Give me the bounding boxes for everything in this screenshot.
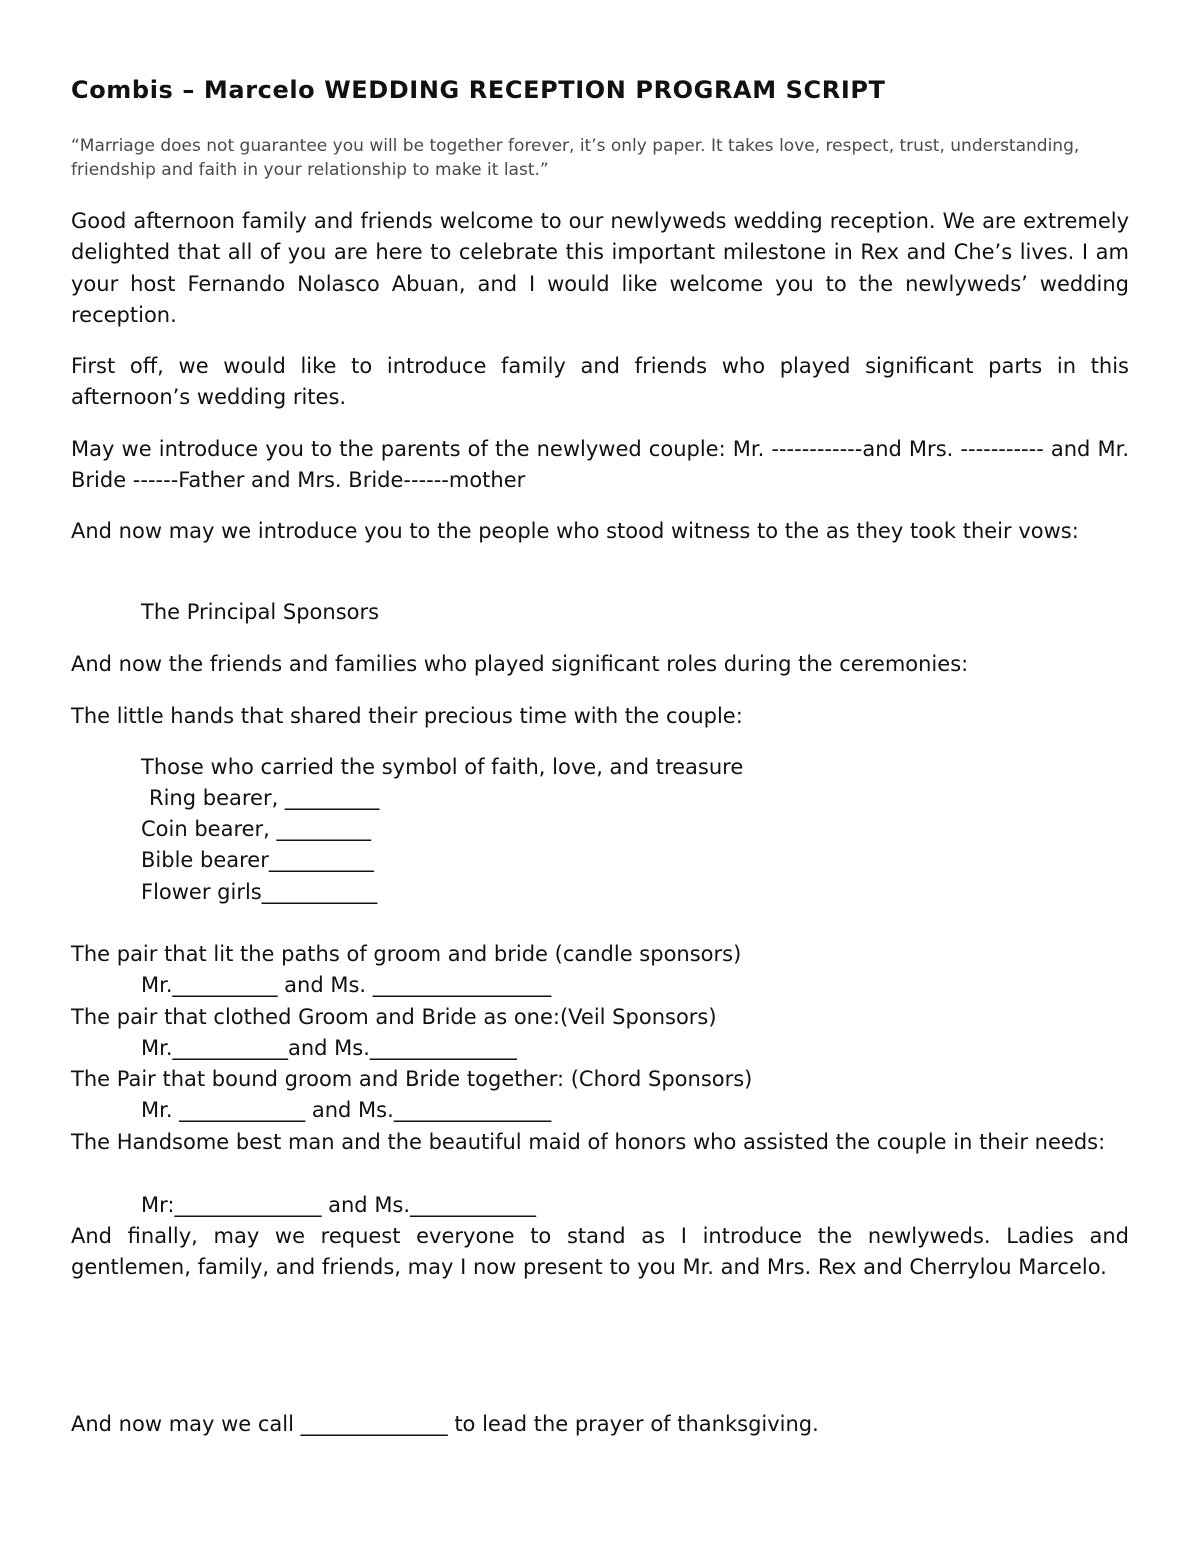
ring-bearer-line: Ring bearer, _________ <box>149 786 380 810</box>
best-man-names: Mr:______________ and Ms.____________ <box>141 1193 537 1217</box>
candle-sponsors-names: Mr.__________ and Ms. _________________ <box>141 973 552 997</box>
friends-families-line: And now the friends and families who played significant roles during the ceremonies: <box>71 652 969 676</box>
coin-bearer-line: Coin bearer, _________ <box>141 817 372 841</box>
cord-sponsors-line: The Pair that bound groom and Bride together: (Chord Sponsors) <box>71 1067 753 1091</box>
bible-bearer-line: Bible bearer__________ <box>141 848 374 872</box>
document-title: Combis – Marcelo WEDDING RECEPTION PROGRAM SCRIPT <box>71 76 886 104</box>
candle-sponsors-line: The pair that lit the paths of groom and bride (candle sponsors) <box>71 942 742 966</box>
prayer-line: And now may we call ______________ to lead the prayer of thanksgiving. <box>71 1412 819 1436</box>
symbols-line: Those who carried the symbol of faith, love, and treasure <box>141 755 744 779</box>
flower-girls-line: Flower girls___________ <box>141 880 378 904</box>
veil-sponsors-names: Mr.___________and Ms.______________ <box>141 1036 517 1060</box>
veil-sponsors-line: The pair that clothed Groom and Bride as one:(Veil Sponsors) <box>71 1005 717 1029</box>
cord-sponsors-names: Mr. ____________ and Ms._______________ <box>141 1098 552 1122</box>
parents-paragraph: May we introduce you to the parents of the newlywed couple: Mr. ------------and Mrs. ----------- and Mr. Bride ------Father and Mrs. Bride------mother <box>71 437 1129 493</box>
little-hands-line: The little hands that shared their precious time with the couple: <box>71 704 743 728</box>
witness-paragraph: And now may we introduce you to the people who stood witness to the as they took their vows: <box>71 519 1079 543</box>
marriage-quote: “Marriage does not guarantee you will be together forever, it’s only paper. It takes love, respect, trust, understanding, friendship and faith in your relationship to make it last.” <box>71 136 1080 180</box>
principal-sponsors-line: The Principal Sponsors <box>141 600 380 624</box>
finally-paragraph: And finally, may we request everyone to stand as I introduce the newlyweds. Ladies and gentlemen, family, and friends, may I now present to you Mr. and Mrs. Rex and Cherrylou Marcelo. <box>71 1224 1129 1280</box>
first-off-paragraph: First off, we would like to introduce family and friends who played significant parts in this afternoon’s wedding rites. <box>71 354 1129 410</box>
welcome-paragraph: Good afternoon family and friends welcome to our newlyweds wedding reception. We are extremely delighted that all of you are here to celebrate this important milestone in Rex and Che’s lives. I am your host Fernando Nolasco Abuan, and I would like welcome you to the newlyweds’ wedding reception. <box>71 209 1129 327</box>
best-man-paragraph: The Handsome best man and the beautiful maid of honors who assisted the couple in their needs: <box>71 1130 1106 1154</box>
